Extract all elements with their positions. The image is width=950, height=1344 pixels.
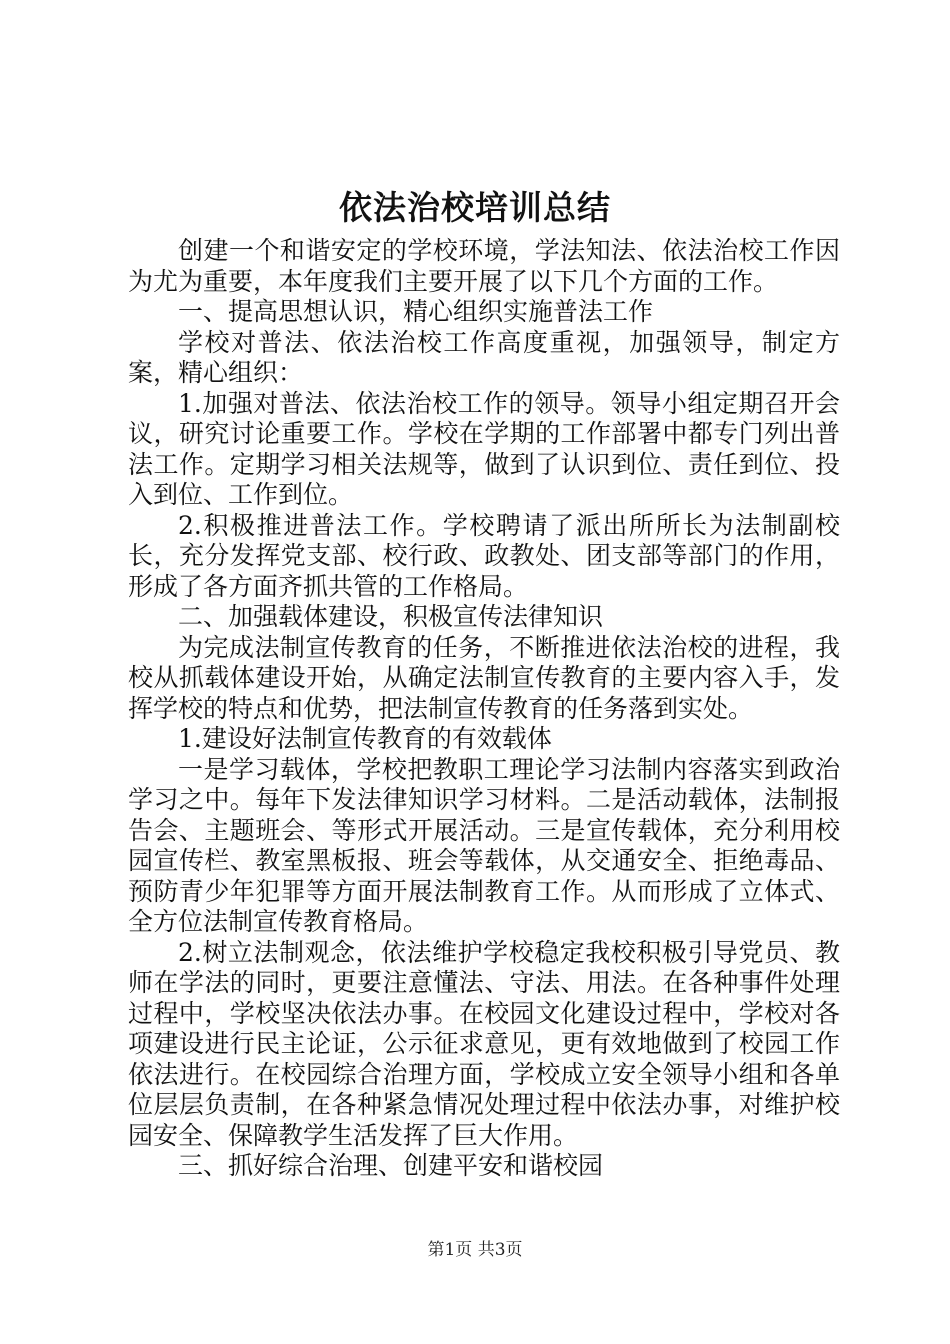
document-body bbox=[128, 236, 840, 1182]
section-heading-1: 一、提高思想认识，精心组织实施普法工作 bbox=[178, 297, 654, 326]
paragraph: 为完成法制宣传教育的任务，不断推进依法治校的进程，我校从抓载体建设开始，从确定法制宣传教育的主要内容入手，发挥学校的特点和优势，把法制宣传教育的任务落到实处。 bbox=[128, 632, 840, 723]
section-heading-2: 二、加强载体建设，积极宣传法律知识 bbox=[178, 602, 604, 631]
paragraph: 学校对普法、依法治校工作高度重视，加强领导，制定方案，精心组织： bbox=[128, 327, 840, 387]
paragraph: 2.树立法制观念，依法维护学校稳定我校积极引导党员、教师在学法的同时，更要注意懂法、守法、用法。在各种事件处理过程中，学校坚决依法办事。在校园文化建设过程中，学校对各项建设进行民主论证，公示征求意见，更有效地做到了校园工作依法进行。在校园综合治理方面，学校成立安全领导小组和各单位层层负责制，在各种紧急情况处理过程中依法办事，对维护校园安全、保障教学生活发挥了巨大作用。 bbox=[128, 937, 840, 1150]
section-heading-3: 三、抓好综合治理、创建平安和谐校园 bbox=[178, 1151, 604, 1180]
page-footer: 第1页 共3页 bbox=[427, 1240, 523, 1260]
paragraph: 2.积极推进普法工作。学校聘请了派出所所长为法制副校长，充分发挥党支部、校行政、政教处、团支部等部门的作用，形成了各方面齐抓共管的工作格局。 bbox=[128, 510, 840, 601]
paragraph: 一是学习载体，学校把教职工理论学习法制内容落实到政治学习之中。每年下发法律知识学习材料。二是活动载体，法制报告会、主题班会、等形式开展活动。三是宣传载体，充分利用校园宣传栏、教室黑板报、班会等载体，从交通安全、拒绝毒品、预防青少年犯罪等方面开展法制教育工作。从而形成了立体式、全方位法制宣传教育格局。 bbox=[128, 754, 840, 936]
paragraph-intro: 创建一个和谐安定的学校环境，学法知法、依法治校工作因为尤为重要，本年度我们主要开展了以下几个方面的工作。 bbox=[128, 236, 840, 296]
document-title: 依法治校培训总结 bbox=[339, 188, 611, 227]
sub-heading: 1.建设好法制宣传教育的有效载体 bbox=[178, 724, 552, 753]
paragraph: 1.加强对普法、依法治校工作的领导。领导小组定期召开会议，研究讨论重要工作。学校在学期的工作部署中都专门列出普法工作。定期学习相关法规等，做到了认识到位、责任到位、投入到位、工作到位。 bbox=[128, 388, 840, 509]
